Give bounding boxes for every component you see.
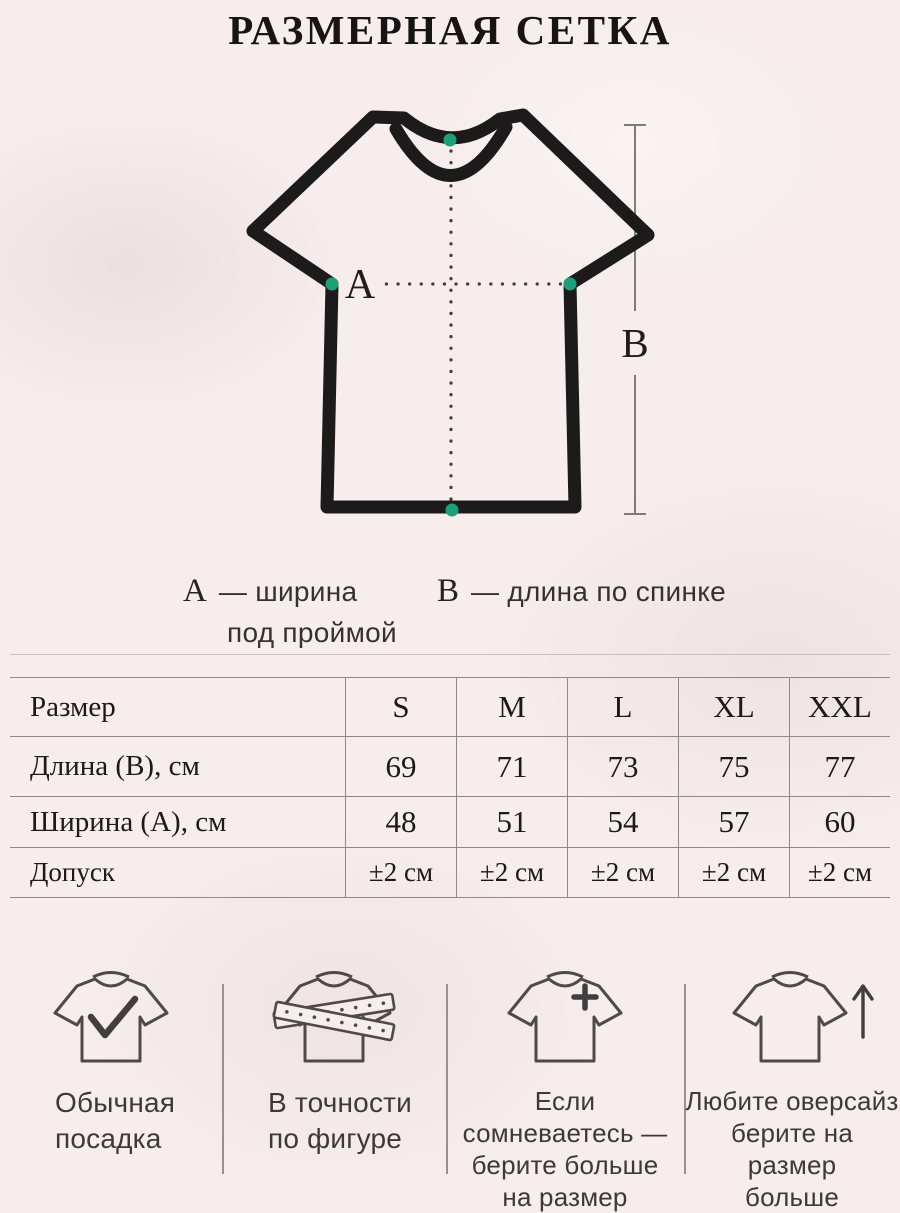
legend-a-line2: под проймой	[227, 617, 397, 648]
tshirt-plus-icon	[495, 964, 635, 1076]
table-header-row	[10, 678, 890, 737]
top-rule	[10, 654, 890, 655]
tshirt-diagram-svg	[210, 95, 670, 535]
legend-a-letter: A	[183, 573, 207, 609]
width-l: 54	[567, 797, 678, 847]
tshirt-tape-icon	[264, 964, 404, 1076]
fit-guide-item-exact	[222, 950, 446, 1200]
tol-l: ±2 см	[567, 848, 678, 897]
fit-guide-item-oversize	[684, 950, 900, 1212]
length-s: 69	[345, 737, 456, 796]
size-m: M	[456, 678, 567, 736]
tol-xxl: ±2 см	[789, 848, 890, 897]
fit-caption: Обычная посадка	[55, 1087, 176, 1154]
tshirt-arrow-icon	[720, 964, 880, 1076]
legend-length	[437, 573, 726, 610]
row-label: Допуск	[30, 857, 115, 887]
col-header-size: Размер	[30, 690, 116, 723]
legend-b-text: — длина по спинке	[471, 576, 726, 607]
fit-caption: В точности по фигуре	[268, 1087, 413, 1154]
width-xxl: 60	[789, 797, 890, 847]
legend-b-letter: B	[437, 573, 460, 609]
size-s: S	[345, 678, 456, 736]
tshirt-measurement-diagram	[210, 95, 670, 535]
table-row-tolerance	[10, 848, 890, 898]
fit-caption: Если сомневаетесь — берите больше на размер	[462, 1086, 668, 1212]
tol-xl: ±2 см	[678, 848, 789, 897]
fit-guide-item-size-up	[446, 950, 684, 1212]
tol-m: ±2 см	[456, 848, 567, 897]
size-table	[10, 677, 890, 898]
size-l: L	[567, 678, 678, 736]
width-m: 51	[456, 797, 567, 847]
table-row-width	[10, 797, 890, 848]
length-xxl: 77	[789, 737, 890, 796]
size-xl: XL	[678, 678, 789, 736]
size-xxl: XXL	[789, 678, 890, 736]
tshirt-check-icon	[41, 964, 181, 1076]
fit-caption: Любите оверсайз берите на размер больше	[685, 1086, 899, 1212]
legend-width	[183, 573, 397, 649]
page-title: РАЗМЕРНАЯ СЕТКА	[228, 7, 672, 53]
tshirt-outline	[253, 115, 648, 507]
tol-s: ±2 см	[345, 848, 456, 897]
check-mark	[91, 999, 135, 1035]
label-a: A	[344, 262, 376, 308]
dotted-guides	[340, 151, 564, 503]
length-m: 71	[456, 737, 567, 796]
length-xl: 75	[678, 737, 789, 796]
row-label: Длина (B), см	[30, 750, 200, 782]
width-s: 48	[345, 797, 456, 847]
width-xl: 57	[678, 797, 789, 847]
plus-sign	[574, 986, 596, 1008]
fit-guide	[0, 950, 900, 1212]
legend-a-text: — ширина	[218, 576, 358, 607]
up-arrow	[854, 986, 872, 1037]
row-label: Ширина (A), см	[30, 805, 227, 838]
table-row-length	[10, 737, 890, 797]
fit-guide-item-regular	[0, 950, 222, 1200]
length-l: 73	[567, 737, 678, 796]
label-b: B	[621, 320, 649, 366]
